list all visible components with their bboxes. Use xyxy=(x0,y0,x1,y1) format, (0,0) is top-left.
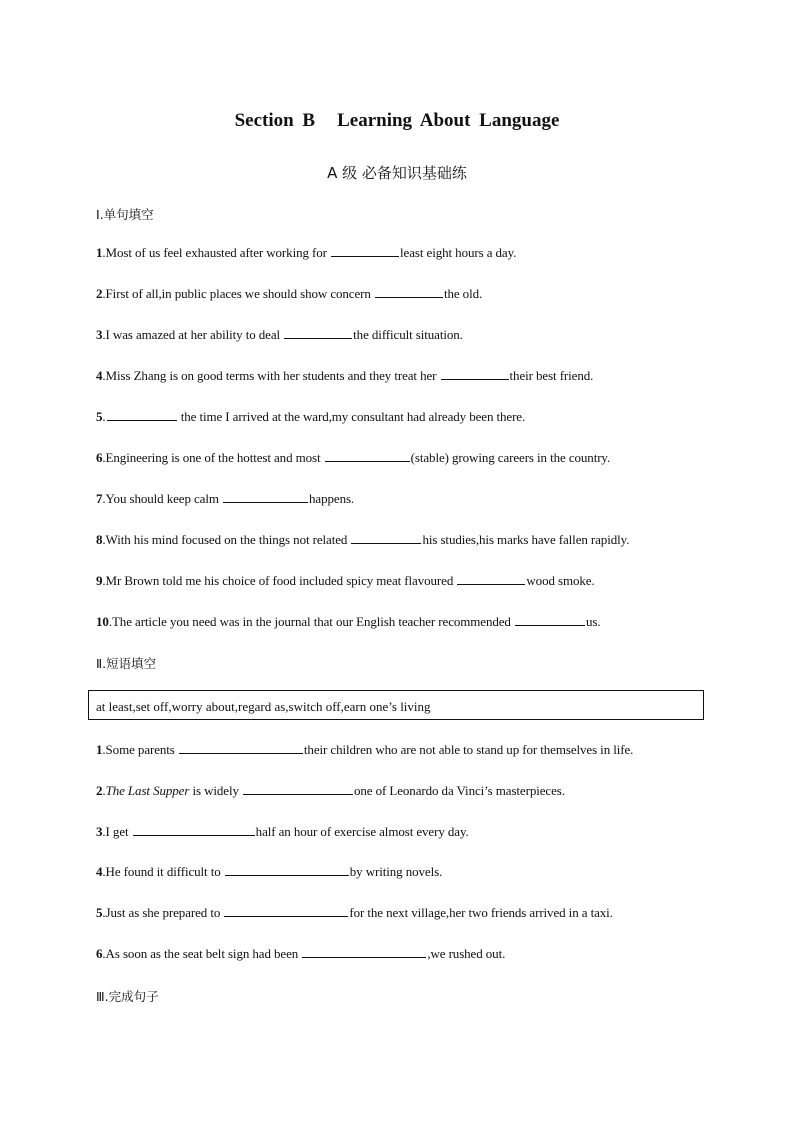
question-number: 5 xyxy=(96,409,103,424)
question-number: 9 xyxy=(96,573,103,588)
answer-blank[interactable] xyxy=(243,783,353,795)
question-number: 3 xyxy=(96,327,103,342)
question-number: 4 xyxy=(96,368,103,383)
question-1-5: 5. the time I arrived at the ward,my consultant had already been there. xyxy=(96,409,526,424)
title-section: Section B xyxy=(234,110,316,131)
answer-blank[interactable] xyxy=(284,327,352,339)
question-2-5: 5.Just as she prepared to for the next village,her two friends arrived in a taxi. xyxy=(96,905,613,920)
answer-blank[interactable] xyxy=(225,864,349,876)
section-heading-1: Ⅰ.单句填空 xyxy=(96,207,154,222)
question-2-4: 4.He found it difficult to by writing novels. xyxy=(96,864,443,879)
question-1-4: 4.Miss Zhang is on good terms with her students and they treat her their best friend. xyxy=(96,368,594,383)
question-1-1: 1.Most of us feel exhausted after working for least eight hours a day. xyxy=(96,245,517,260)
question-1-2: 2.First of all,in public places we should show concern the old. xyxy=(96,286,483,301)
question-number: 8 xyxy=(96,532,103,547)
question-2-2: 2.The Last Supper is widely one of Leonardo da Vinci’s masterpieces. xyxy=(96,783,565,798)
work-title: The Last Supper xyxy=(105,783,190,798)
answer-blank[interactable] xyxy=(179,742,303,754)
question-1-10: 10.The article you need was in the journal that our English teacher recommended us. xyxy=(96,614,601,629)
level-subtitle: A 级 必备知识基础练 xyxy=(327,164,467,182)
phrase-bank: at least,set off,worry about,regard as,switch off,earn one’s living xyxy=(88,690,704,720)
question-number: 7 xyxy=(96,491,103,506)
answer-blank[interactable] xyxy=(107,409,177,421)
question-1-8: 8.With his mind focused on the things not related his studies,his marks have fallen rapidly. xyxy=(96,532,630,547)
answer-blank[interactable] xyxy=(325,450,410,462)
question-number: 4 xyxy=(96,864,103,879)
page-title xyxy=(0,110,794,132)
answer-blank[interactable] xyxy=(302,946,426,958)
question-1-6: 6.Engineering is one of the hottest and most (stable) growing careers in the country. xyxy=(96,450,611,465)
question-1-9: 9.Mr Brown told me his choice of food included spicy meat flavoured wood smoke. xyxy=(96,573,595,588)
question-number: 3 xyxy=(96,824,103,839)
question-number: 1 xyxy=(96,245,103,260)
answer-blank[interactable] xyxy=(375,286,443,298)
question-number: 2 xyxy=(96,783,103,798)
answer-blank[interactable] xyxy=(515,614,585,626)
question-number: 6 xyxy=(96,450,103,465)
question-2-6: 6.As soon as the seat belt sign had been ,we rushed out. xyxy=(96,946,506,961)
question-2-1: 1.Some parents their children who are not able to stand up for themselves in life. xyxy=(96,742,634,757)
question-1-7: 7.You should keep calm happens. xyxy=(96,491,355,506)
answer-blank[interactable] xyxy=(224,905,348,917)
question-number: 10 xyxy=(96,614,109,629)
answer-blank[interactable] xyxy=(457,573,525,585)
answer-blank[interactable] xyxy=(441,368,509,380)
question-1-3: 3.I was amazed at her ability to deal the difficult situation. xyxy=(96,327,463,342)
answer-blank[interactable] xyxy=(331,245,399,257)
answer-blank[interactable] xyxy=(133,824,255,836)
question-number: 2 xyxy=(96,286,103,301)
title-topic: Learning About Language xyxy=(337,110,560,131)
section-heading-2: Ⅱ.短语填空 xyxy=(96,656,157,671)
question-number: 1 xyxy=(96,742,103,757)
question-number: 6 xyxy=(96,946,103,961)
answer-blank[interactable] xyxy=(223,491,308,503)
question-2-3: 3.I get half an hour of exercise almost every day. xyxy=(96,824,469,839)
question-number: 5 xyxy=(96,905,103,920)
section-heading-3: Ⅲ.完成句子 xyxy=(96,989,159,1004)
answer-blank[interactable] xyxy=(351,532,421,544)
